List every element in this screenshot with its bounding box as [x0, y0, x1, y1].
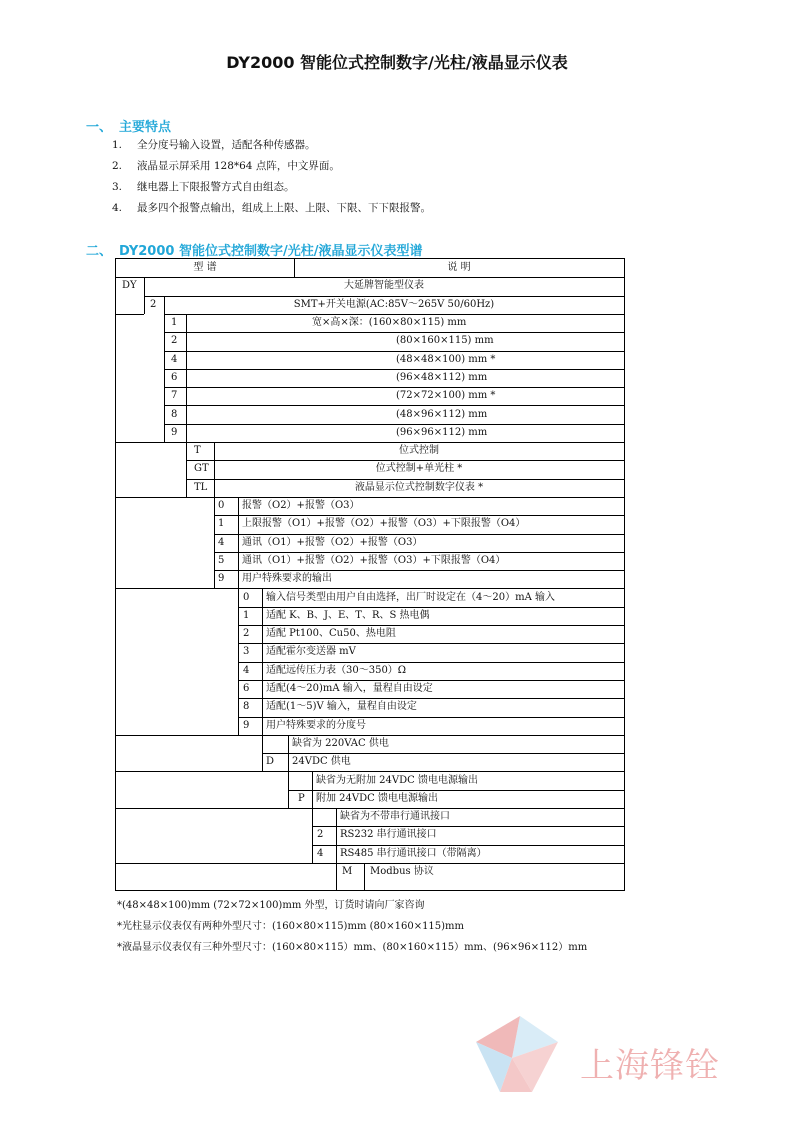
note-2: *光柱显示仪表仅有两种外型尺寸：(160×80×115)mm (80×160×115)mm: [117, 921, 465, 932]
table-rule: [186, 442, 187, 497]
feature-item: 3. 继电器上下限报警方式自由组态。: [112, 181, 295, 193]
desc-dy: 大延牌智能型仪表: [344, 280, 424, 291]
table-rule: [238, 643, 624, 644]
size-desc: (48×96×112) mm: [396, 409, 488, 420]
input-code: 3: [243, 646, 250, 657]
size-desc: (96×48×112) mm: [396, 372, 488, 383]
size-desc: (96×96×112) mm: [396, 427, 488, 438]
alarm-desc: 用户特殊要求的输出: [242, 573, 332, 584]
table-rule: [238, 717, 624, 718]
supply-desc: 24VDC 供电: [292, 756, 351, 767]
input-desc: 适配霍尔变送器 mV: [266, 646, 356, 657]
table-rule: [238, 607, 624, 608]
table-rule: [238, 680, 624, 681]
size-code: 1: [171, 317, 178, 328]
input-code: 0: [243, 592, 250, 603]
input-desc: 适配 K、B、J、E、T、R、S 热电偶: [266, 610, 430, 621]
table-rule: [116, 497, 624, 498]
table-rule: [238, 698, 624, 699]
table-rule: [238, 625, 624, 626]
input-code: 2: [243, 628, 250, 639]
supply-code: D: [266, 756, 275, 767]
comm-desc: RS485 串行通讯接口（带隔离）: [340, 848, 487, 859]
input-code: 9: [243, 720, 250, 731]
table-rule: [116, 588, 624, 589]
table-rule: [288, 790, 624, 791]
table-rule: [144, 296, 145, 314]
desc-power: SMT+开关电源(AC:85V～265V 50/60Hz): [293, 299, 495, 310]
section-2-title: DY2000 智能位式控制数字/光柱/液晶显示仪表型谱: [119, 244, 423, 259]
company-logo-text: 上海锋铨: [580, 1046, 720, 1086]
comm-code: 2: [317, 829, 324, 840]
input-code: 8: [243, 701, 250, 712]
table-rule: [312, 808, 313, 863]
table-rule: [144, 296, 624, 297]
input-desc: 适配远传压力表（30～350）Ω: [266, 665, 407, 676]
input-code: 4: [243, 665, 250, 676]
header-model: 型 谱: [193, 262, 217, 273]
input-desc: 适配 Pt100、Cu50、热电阻: [266, 628, 396, 639]
comm-desc: 缺省为不带串行通讯接口: [340, 811, 450, 822]
table-rule: [262, 753, 624, 754]
input-code: 1: [243, 610, 250, 621]
modbus-desc: Modbus 协议: [370, 866, 434, 877]
table-rule: [238, 497, 239, 588]
table-rule: [312, 826, 624, 827]
size-code: 8: [171, 409, 178, 420]
company-logo-icon: [472, 1012, 568, 1098]
display-code: T: [194, 445, 201, 456]
table-rule: [214, 515, 624, 516]
table-rule: [312, 845, 624, 846]
section-1-title: 主要特点: [119, 120, 172, 135]
table-rule: [164, 314, 624, 315]
table-rule: [164, 387, 624, 388]
table-rule: [116, 863, 624, 864]
model-spec-table: [115, 258, 625, 891]
table-rule: [164, 424, 624, 425]
code-power: 2: [150, 299, 157, 310]
table-rule: [116, 735, 624, 736]
section-1-number: 一、: [86, 120, 113, 135]
display-desc: 位式控制: [399, 445, 439, 456]
feature-item: 1. 全分度号输入设置，适配各种传感器。: [112, 139, 316, 151]
table-rule: [164, 405, 624, 406]
feature-item: 4. 最多四个报警点输出，组成上上限、上限、下限、下下限报警。: [112, 202, 431, 214]
size-desc: (72×72×100) mm *: [396, 390, 496, 401]
table-rule: [164, 314, 165, 442]
size-code: 2: [171, 335, 178, 346]
table-rule: [214, 534, 624, 535]
size-code: 7: [171, 390, 178, 401]
table-rule: [214, 570, 624, 571]
alarm-desc: 通讯（O1）+报警（O2）+报警（O3）+下限报警（O4）: [242, 555, 506, 566]
table-rule: [364, 863, 365, 890]
table-rule: [116, 808, 624, 809]
alarm-desc: 通讯（O1）+报警（O2）+报警（O3）: [242, 537, 423, 548]
table-rule: [164, 351, 624, 352]
size-desc: (48×48×100) mm *: [396, 354, 496, 365]
feature-item: 2. 液晶显示屏采用 128*64 点阵，中文界面。: [112, 160, 340, 172]
alarm-code: 1: [218, 518, 225, 529]
display-desc: 位式控制+单光柱 *: [375, 463, 463, 474]
alarm-code: 5: [218, 555, 225, 566]
section-1-heading: [86, 116, 171, 135]
section-2-heading: [86, 240, 422, 259]
note-3: *液晶显示仪表仅有三种外型尺寸：(160×80×115）mm、(80×160×115）mm、(96×96×112）mm: [117, 942, 588, 953]
feed-desc: 附加 24VDC 馈电电源输出: [316, 793, 438, 804]
input-code: 6: [243, 683, 250, 694]
feed-code: P: [298, 793, 305, 804]
display-desc: 液晶显示位式控制数字仪表 *: [354, 482, 484, 493]
modbus-code: M: [342, 866, 353, 877]
size-code: 9: [171, 427, 178, 438]
size-desc: 宽×高×深：(160×80×115) mm: [312, 317, 467, 328]
table-rule: [336, 863, 337, 890]
alarm-code: 9: [218, 573, 225, 584]
table-rule: [294, 259, 295, 277]
alarm-desc: 上限报警（O1）+报警（O2）+报警（O3）+下限报警（O4）: [242, 518, 526, 529]
page-title: DY2000 智能位式控制数字/光柱/液晶显示仪表: [226, 53, 568, 72]
size-desc: (80×160×115) mm: [396, 335, 494, 346]
note-1: *(48×48×100)mm (72×72×100)mm 外型，订货时请向厂家咨询: [117, 900, 425, 911]
alarm-code: 4: [218, 537, 225, 548]
table-rule: [164, 369, 624, 370]
input-desc: 用户特殊要求的分度号: [266, 720, 366, 731]
table-rule: [116, 277, 624, 278]
table-rule: [186, 314, 187, 442]
header-desc: 说 明: [447, 262, 471, 273]
display-code: GT: [194, 463, 209, 474]
code-dy: DY: [122, 280, 137, 291]
table-rule: [164, 332, 624, 333]
table-rule: [144, 277, 145, 296]
table-rule: [214, 497, 215, 588]
table-rule: [186, 460, 624, 461]
table-rule: [336, 808, 337, 863]
comm-code: 4: [317, 848, 324, 859]
input-desc: 适配(1～5)V 输入，量程自由设定: [266, 701, 417, 712]
input-desc: 适配(4～20)mA 输入，量程自由设定: [266, 683, 433, 694]
size-code: 4: [171, 354, 178, 365]
table-rule: [116, 771, 624, 772]
comm-desc: RS232 串行通讯接口: [340, 829, 437, 840]
table-rule: [116, 314, 144, 315]
table-rule: [238, 662, 624, 663]
size-code: 6: [171, 372, 178, 383]
alarm-code: 0: [218, 500, 225, 511]
table-rule: [214, 552, 624, 553]
section-2-number: 二、: [86, 244, 113, 259]
display-code: TL: [194, 482, 208, 493]
supply-desc: 缺省为 220VAC 供电: [292, 738, 389, 749]
feed-desc: 缺省为无附加 24VDC 馈电电源输出: [316, 775, 478, 786]
table-rule: [116, 442, 624, 443]
alarm-desc: 报警（O2）+报警（O3）: [242, 500, 360, 511]
input-desc: 输入信号类型由用户自由选择，出厂时设定在（4～20）mA 输入: [266, 592, 555, 603]
table-rule: [186, 479, 624, 480]
